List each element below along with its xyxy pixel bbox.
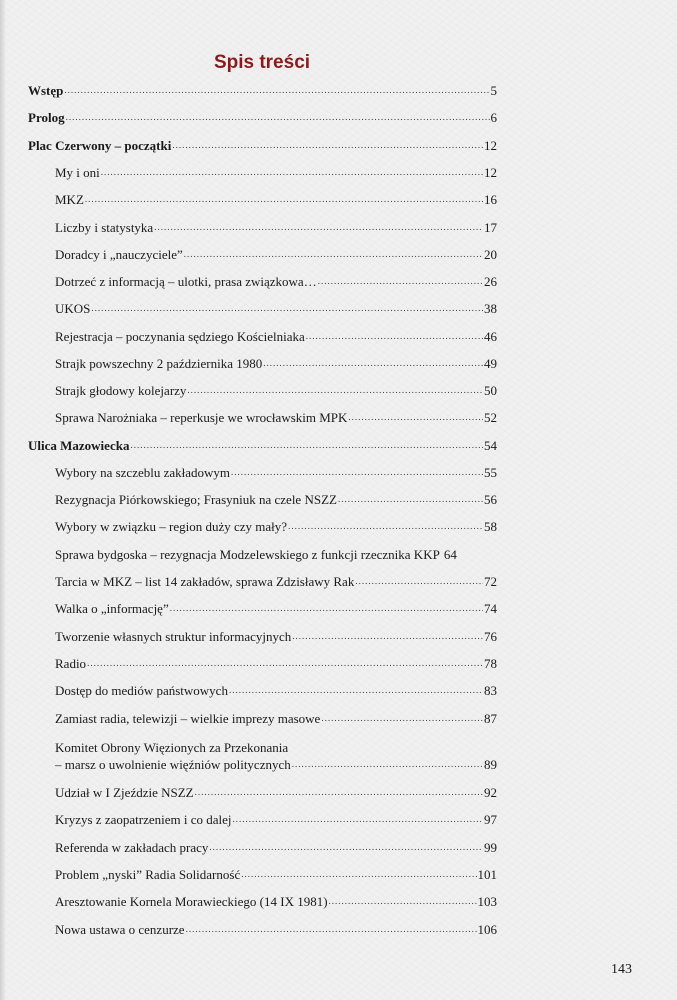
- toc-entry-label: Wstęp: [28, 83, 64, 98]
- toc-entry[interactable]: [55, 574, 497, 589]
- toc-entry-page: 58: [484, 519, 497, 534]
- toc-entry[interactable]: [55, 547, 497, 562]
- toc-entry[interactable]: [55, 785, 497, 800]
- toc-entry-label: Radio: [55, 656, 87, 671]
- dot-leader: [91, 304, 483, 313]
- toc-entry[interactable]: [55, 711, 497, 726]
- toc-entry-label: Sprawa bydgoska – rezygnacja Modzelewskiego z funkcji rzecznika KKP: [55, 547, 440, 562]
- dot-leader: [130, 441, 483, 450]
- toc-entry-label: Liczby i statystyka: [55, 220, 154, 235]
- toc-entry-page: 20: [484, 247, 497, 262]
- page-title: Spis treści: [213, 52, 311, 73]
- toc-entry-label: Sprawa Narożniaka – reperkusje we wrocławskim MPK: [55, 410, 348, 425]
- dot-leader: [229, 686, 483, 695]
- toc-entry-label: Kryzys z zaopatrzeniem i co dalej: [55, 812, 232, 827]
- toc-entry[interactable]: [55, 492, 497, 507]
- toc-entry-page: 83: [484, 683, 497, 698]
- dot-leader: [209, 843, 483, 852]
- toc-entry[interactable]: [55, 274, 497, 289]
- toc-entry-page: 54: [484, 438, 497, 453]
- toc-entry-page: 64: [443, 547, 457, 562]
- toc-entry-page: 12: [484, 165, 497, 180]
- toc-entry-label: Tworzenie własnych struktur informacyjnych: [55, 629, 292, 644]
- toc-entry[interactable]: [55, 629, 497, 644]
- toc-entry-page: 92: [484, 785, 497, 800]
- dot-leader: [66, 113, 490, 122]
- dot-leader: [186, 925, 477, 934]
- toc-entry-label: Dotrzeć z informacją – ulotki, prasa związkowa…: [55, 274, 317, 289]
- toc-entry[interactable]: [55, 922, 497, 937]
- dot-leader: [101, 168, 483, 177]
- toc-entry-page: 106: [477, 922, 497, 937]
- toc-entry[interactable]: [55, 601, 497, 616]
- dot-leader: [195, 788, 483, 797]
- toc-entry[interactable]: [55, 192, 497, 207]
- page-edge-shadow: [0, 0, 6, 1000]
- dot-leader: [288, 522, 483, 531]
- toc-entry[interactable]: [55, 356, 497, 371]
- toc-entry-label[interactable]: Komitet Obrony Więzionych za Przekonania: [55, 740, 289, 755]
- toc-entry-page: 46: [484, 329, 497, 344]
- toc-entry[interactable]: [55, 383, 497, 398]
- toc-entry-label: Wybory w związku – region duży czy mały?: [55, 519, 288, 534]
- toc-entry[interactable]: [55, 656, 497, 671]
- toc-entry-label: Strajk głodowy kolejarzy: [55, 383, 187, 398]
- toc-entry-page: 56: [484, 492, 497, 507]
- toc-entry[interactable]: [55, 329, 497, 344]
- toc-entry-page: 50: [484, 383, 497, 398]
- dot-leader: [348, 413, 483, 422]
- dot-leader: [355, 577, 483, 586]
- toc-entry-page: 49: [484, 356, 497, 371]
- toc-entry-page: 101: [477, 867, 497, 882]
- dot-leader: [87, 659, 483, 668]
- toc-entry-label: Strajk powszechny 2 października 1980: [55, 356, 263, 371]
- toc-entry[interactable]: [28, 83, 497, 98]
- toc-entry[interactable]: [55, 757, 497, 772]
- toc-entry[interactable]: [55, 165, 497, 180]
- dot-leader: [338, 495, 483, 504]
- toc-entry-label: Prolog: [28, 110, 65, 125]
- toc-entry-page: 12: [484, 138, 497, 153]
- toc-entry[interactable]: [55, 465, 497, 480]
- toc-entry-page: 6: [490, 110, 497, 125]
- toc-entry[interactable]: [55, 840, 497, 855]
- toc-entry-label: Rejestracja – poczynania sędziego Kościelniaka: [55, 329, 305, 344]
- toc-entry-label: Tarcia w MKZ – list 14 zakładów, sprawa Zdzisławy Rak: [55, 574, 355, 589]
- toc-entry-page: 76: [484, 629, 497, 644]
- dot-leader: [321, 714, 483, 723]
- toc-entry[interactable]: [55, 220, 497, 235]
- dot-leader: [85, 195, 483, 204]
- toc-entry-label: Rezygnacja Piórkowskiego; Frasyniuk na czele NSZZ: [55, 492, 337, 507]
- toc-entry-page: 5: [490, 83, 497, 98]
- toc-entry-page: 52: [484, 410, 497, 425]
- toc-entry[interactable]: [55, 683, 497, 698]
- toc-entry-page: 55: [484, 465, 497, 480]
- toc-entry-label: Udział w I Zjeździe NSZZ: [55, 785, 194, 800]
- dot-leader: [292, 632, 483, 641]
- toc-entry-label: Aresztowanie Kornela Morawieckiego (14 IX 1981): [55, 894, 328, 909]
- toc-entry-page: 87: [484, 711, 497, 726]
- toc-entry-page: 72: [484, 574, 497, 589]
- toc-entry[interactable]: [28, 138, 497, 153]
- toc-entry[interactable]: [55, 301, 497, 316]
- dot-leader: [154, 223, 483, 232]
- dot-leader: [231, 468, 483, 477]
- toc-entry[interactable]: [55, 867, 497, 882]
- toc-entry-label: Wybory na szczeblu zakładowym: [55, 465, 231, 480]
- toc-entry-page: 78: [484, 656, 497, 671]
- toc-entry[interactable]: [28, 110, 497, 125]
- dot-leader: [263, 359, 483, 368]
- toc-entry-page: 74: [484, 601, 497, 616]
- dot-leader: [64, 86, 489, 95]
- dot-leader: [170, 604, 483, 613]
- toc-entry[interactable]: [55, 519, 497, 534]
- toc-entry-page: 99: [484, 840, 497, 855]
- toc-entry-label: Problem „nyski” Radia Solidarność: [55, 867, 241, 882]
- toc-entry-page: 26: [484, 274, 497, 289]
- toc-entry[interactable]: [55, 410, 497, 425]
- toc-entry-label: Zamiast radia, telewizji – wielkie imprezy masowe: [55, 711, 321, 726]
- toc-entry-label: UKOS: [55, 301, 91, 316]
- dot-leader: [306, 332, 483, 341]
- toc-entry-page: 38: [484, 301, 497, 316]
- toc-entry-page: 97: [484, 812, 497, 827]
- toc-entry[interactable]: [55, 812, 497, 827]
- toc-entry-label: Walka o „informację”: [55, 601, 169, 616]
- toc-entry[interactable]: [55, 894, 497, 909]
- page-number: 143: [611, 962, 632, 977]
- toc-entry-label-continued: – marsz o uwolnienie więźniów politycznych: [55, 757, 291, 772]
- dot-leader: [172, 141, 483, 150]
- dot-leader: [292, 760, 483, 769]
- dot-leader: [318, 277, 483, 286]
- toc-entry: [55, 740, 497, 755]
- toc-entry-label: Plac Czerwony – początki: [28, 138, 172, 153]
- toc-entry-label: Ulica Mazowiecka: [28, 438, 130, 453]
- toc-entry-label: Nowa ustawa o cenzurze: [55, 922, 185, 937]
- dot-leader: [233, 815, 484, 824]
- toc-entry-label: Referenda w zakładach pracy: [55, 840, 209, 855]
- dot-leader: [187, 386, 483, 395]
- toc-entry-page: 89: [484, 757, 497, 772]
- toc-entry-label: MKZ: [55, 192, 84, 207]
- toc-entry-page: 16: [484, 192, 497, 207]
- dot-leader: [329, 897, 477, 906]
- toc-entry-page: 103: [477, 894, 497, 909]
- toc-entry[interactable]: [28, 438, 497, 453]
- dot-leader: [184, 250, 483, 259]
- toc-entry-label: Dostęp do mediów państwowych: [55, 683, 228, 698]
- toc-entry-page: 17: [484, 220, 497, 235]
- toc-entry[interactable]: [55, 247, 497, 262]
- toc-entry-label: Doradcy i „nauczyciele”: [55, 247, 183, 262]
- toc-entry-label: My i oni: [55, 165, 100, 180]
- dot-leader: [241, 870, 476, 879]
